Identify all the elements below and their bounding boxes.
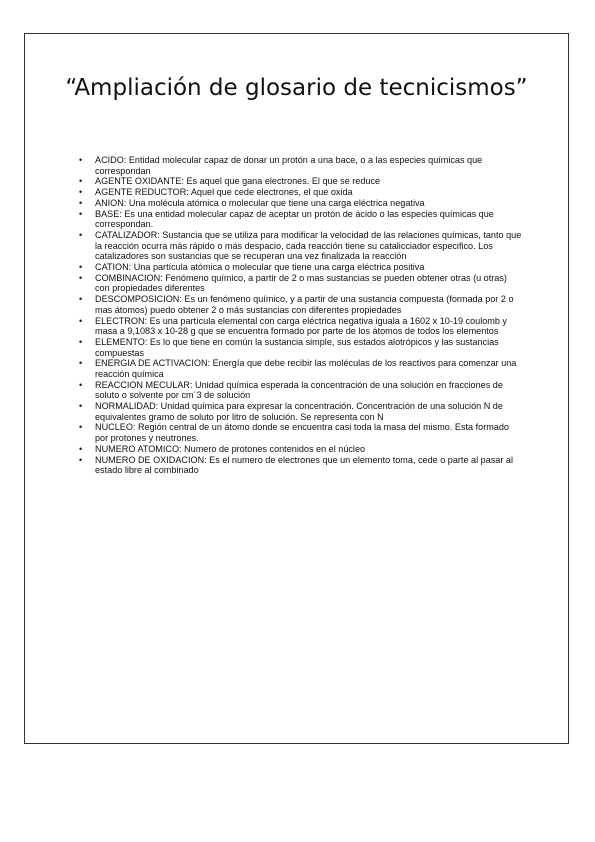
list-item	[79, 454, 523, 476]
bullet-icon: •	[79, 187, 83, 198]
glossary-entry: ENERGIA DE ACTIVACION: Energía que debe recibir las moléculas de los reactivos para comenzar una reacción química	[95, 358, 517, 379]
bullet-icon: •	[79, 401, 83, 412]
list-item	[79, 422, 523, 444]
list-item	[79, 230, 523, 262]
glossary-entry: NUCLEO: Región central de un átomo donde se encuentra casi toda la masa del mismo. Esta formado por protones y neutrones.	[95, 422, 509, 444]
list-item	[79, 294, 523, 315]
glossary-entry: REACCION MECULAR: Unidad química esperada la concentración de una solución en fracciones de soluto o solvente por cm¨3 de solución	[95, 379, 503, 401]
list-item	[79, 187, 523, 198]
slide-title: “Ampliación de glosario de tecnicismos”	[65, 75, 528, 101]
list-item	[79, 272, 523, 294]
list-item	[79, 401, 523, 422]
bullet-icon: •	[79, 262, 83, 273]
bullet-icon: •	[79, 358, 83, 369]
glossary-entry: ACIDO: Entidad molecular capaz de donar un protón a una bace, o a las especies químicas que correspondan	[95, 155, 483, 176]
bullet-icon: •	[79, 208, 83, 219]
glossary-list	[79, 155, 523, 476]
list-item	[79, 176, 523, 187]
bullet-icon: •	[79, 315, 83, 326]
glossary-entry: AGENTE OXIDANTE: Es aquel que gana electrones. El que se reduce	[95, 176, 381, 187]
glossary-entry: AGENTE REDUCTOR: Aquel que cede electrones, el que oxida	[95, 187, 353, 198]
glossary-entry: ELEMENTO: Es lo que tiene en común la sustancia simple, sus estados alotrópicos y las sustancias compuestas	[95, 336, 499, 358]
list-item	[79, 208, 523, 230]
bullet-icon: •	[79, 272, 83, 283]
bullet-icon: •	[79, 155, 83, 165]
glossary-entry: NUMERO ATOMICO: Numero de protones contenidos en el núcleo	[95, 443, 366, 454]
list-item	[79, 379, 523, 401]
glossary-entry: ELECTRON: Es una partícula elemental con carga eléctrica negativa iguala a 1602 x 10-19 coulomb y masa a 9,1083 x 10-28 g que se encuentra formado por parte de los átomos de todos los elementos	[95, 315, 507, 337]
list-item	[79, 155, 523, 176]
list-item	[79, 358, 523, 379]
bullet-icon: •	[79, 294, 83, 305]
glossary-entry: ANION: Una molécula atómica o molecular que tiene una carga eléctrica negativa	[95, 197, 425, 208]
bullet-icon: •	[79, 230, 83, 241]
bullet-icon: •	[79, 422, 83, 433]
bullet-icon: •	[79, 454, 83, 465]
glossary-entry: COMBINACION: Fenómeno químico, a partir de 2 o mas sustancias se pueden obtener otras (u otras) con propiedades diferentes	[95, 272, 507, 294]
slide-frame	[24, 33, 569, 744]
glossary-entry: BASE: Es una entidad molecular capaz de aceptar un protón de ácido o las especies químicas que correspondan.	[95, 208, 494, 230]
bullet-icon: •	[79, 379, 83, 390]
list-item	[79, 443, 523, 455]
bullet-icon: •	[79, 176, 83, 187]
list-item	[79, 315, 523, 337]
list-item	[79, 197, 523, 209]
glossary-entry: NORMALIDAD: Unidad química para expresar la concentración. Concentración de una solución N de equivalentes gramo de soluto por litro de solución. Se representa con N	[95, 401, 503, 422]
glossary-entry: DESCOMPOSICION: Es un fenómeno químico, y a partir de una sustancia compuesta (formada por 2 o mas átomos) puedo obtener 2 o más sustancias con diferentes propiedades	[95, 294, 514, 315]
bullet-icon: •	[79, 443, 83, 454]
bullet-icon: •	[79, 197, 83, 208]
glossary-entry: CATALIZADOR: Sustancia que se utiliza para modificar la velocidad de las relaciones químicas, tanto que la reacción ocurra más rápido o más despacio, cada reacción tiene su catalicciador especifico. Los catalizadores son sustancias que se recuperan una vez finalizada la reacción	[95, 230, 522, 262]
list-item	[79, 262, 523, 273]
bullet-icon: •	[79, 336, 83, 347]
glossary-entry: NUMERO DE OXIDACION: Es el numero de electrones que un elemento toma, cede o parte al pasar al estado libre al combinado	[95, 454, 514, 476]
glossary-entry: CATION: Una partícula atómica o molecular que tiene una carga eléctrica positiva	[95, 262, 425, 273]
list-item	[79, 336, 523, 358]
